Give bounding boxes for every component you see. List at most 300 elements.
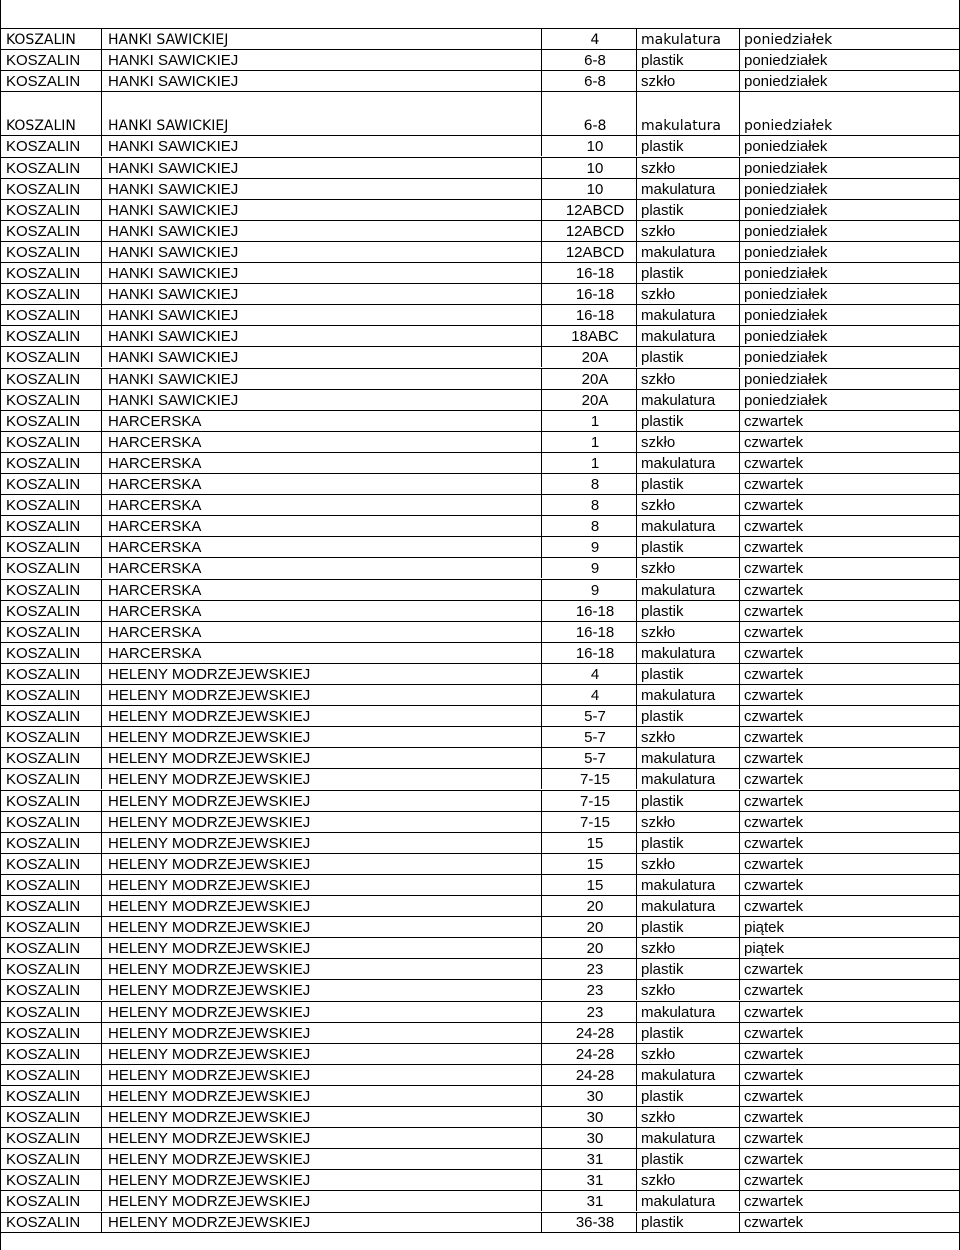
city-cell: KOSZALIN <box>1 432 102 452</box>
street-cell: HANKI SAWICKIEJ <box>102 158 542 178</box>
city-cell: KOSZALIN <box>1 305 102 325</box>
day-cell: poniedziałek <box>744 349 828 367</box>
day-cell: czwartek <box>744 623 804 641</box>
table-row <box>1 1190 959 1211</box>
table-row <box>1 178 959 199</box>
table-row <box>1 135 959 156</box>
street-cell: HANKI SAWICKIEJ <box>102 136 542 156</box>
day-cell: czwartek <box>744 665 804 683</box>
number-cell: 30 <box>542 1128 637 1148</box>
day-cell: poniedziałek <box>744 222 828 240</box>
table-row <box>1 241 959 262</box>
day-cell: poniedziałek <box>744 391 828 409</box>
street-cell: HANKI SAWICKIEJ <box>102 263 542 283</box>
city-cell: KOSZALIN <box>1 1149 102 1169</box>
waste-type-cell: szkło <box>637 158 740 178</box>
street-cell: HELENY MODRZEJEWSKIEJ <box>102 791 542 811</box>
city-cell: KOSZALIN <box>1 284 102 304</box>
waste-type-cell: makulatura <box>637 896 740 916</box>
table-row <box>1 262 959 283</box>
table-row <box>1 452 959 473</box>
city-cell: KOSZALIN <box>1 200 102 220</box>
number-cell: 23 <box>542 959 637 979</box>
number-cell: 4 <box>542 29 637 49</box>
table-row <box>1 979 959 1000</box>
waste-type-cell: szkło <box>637 495 740 515</box>
waste-type-cell: szkło <box>637 1170 740 1190</box>
street-cell: HANKI SAWICKIEJ <box>102 284 542 304</box>
street-cell: HARCERSKA <box>102 432 542 452</box>
day-cell: czwartek <box>744 433 804 451</box>
city-cell: KOSZALIN <box>1 495 102 515</box>
table-row <box>1 1106 959 1127</box>
city-cell: KOSZALIN <box>1 158 102 178</box>
waste-type-cell: plastik <box>637 347 740 367</box>
table-row <box>1 747 959 768</box>
number-cell: 1 <box>542 411 637 431</box>
city-cell: KOSZALIN <box>1 347 102 367</box>
street-cell: HELENY MODRZEJEWSKIEJ <box>102 1149 542 1169</box>
number-cell: 4 <box>542 685 637 705</box>
city-cell: KOSZALIN <box>1 748 102 768</box>
waste-type-cell: plastik <box>637 200 740 220</box>
number-cell: 16-18 <box>542 284 637 304</box>
table-row <box>1 790 959 811</box>
day-cell: czwartek <box>744 1151 804 1169</box>
waste-type-cell: szkło <box>637 221 740 241</box>
table-row <box>1 1212 959 1233</box>
street-cell: HELENY MODRZEJEWSKIEJ <box>102 1065 542 1085</box>
day-cell: czwartek <box>744 750 804 768</box>
number-cell: 8 <box>542 516 637 536</box>
street-cell: HELENY MODRZEJEWSKIEJ <box>102 1023 542 1043</box>
city-cell: KOSZALIN <box>1 411 102 431</box>
number-cell: 6-8 <box>542 92 637 135</box>
city-cell: KOSZALIN <box>1 706 102 726</box>
table-row <box>1 389 959 410</box>
city-cell: KOSZALIN <box>1 263 102 283</box>
number-cell: 16-18 <box>542 643 637 663</box>
number-cell: 15 <box>542 854 637 874</box>
waste-type-cell: plastik <box>637 1149 740 1169</box>
number-cell: 24-28 <box>542 1065 637 1085</box>
street-cell: HELENY MODRZEJEWSKIEJ <box>102 917 542 937</box>
number-cell: 9 <box>542 558 637 578</box>
waste-type-cell: szkło <box>637 71 740 91</box>
day-cell: poniedziałek <box>744 32 833 49</box>
day-cell: czwartek <box>744 834 804 852</box>
table-row <box>1 684 959 705</box>
table-row <box>1 220 959 241</box>
table-row <box>1 70 959 91</box>
day-cell: czwartek <box>744 581 804 599</box>
waste-type-cell: makulatura <box>637 29 740 49</box>
waste-type-cell: makulatura <box>637 643 740 663</box>
number-cell: 20 <box>542 896 637 916</box>
day-cell: czwartek <box>744 1024 804 1042</box>
number-cell: 18ABC <box>542 326 637 346</box>
number-cell: 4 <box>542 664 637 684</box>
day-cell: poniedziałek <box>744 118 833 135</box>
number-cell: 8 <box>542 474 637 494</box>
street-cell: HELENY MODRZEJEWSKIEJ <box>102 1191 542 1211</box>
street-cell: HELENY MODRZEJEWSKIEJ <box>102 1107 542 1127</box>
waste-type-cell: makulatura <box>637 242 740 262</box>
waste-type-cell: makulatura <box>637 1002 740 1022</box>
table-row <box>1 431 959 452</box>
city-cell: KOSZALIN <box>1 791 102 811</box>
table-row <box>1 283 959 304</box>
table-row <box>1 1064 959 1085</box>
table-row <box>1 663 959 684</box>
city-cell: KOSZALIN <box>1 664 102 684</box>
number-cell: 16-18 <box>542 305 637 325</box>
street-cell: HANKI SAWICKIEJ <box>102 29 542 49</box>
waste-type-cell: makulatura <box>637 92 740 135</box>
number-cell: 30 <box>542 1086 637 1106</box>
waste-type-cell: plastik <box>637 664 740 684</box>
table-row <box>1 515 959 536</box>
table-row <box>1 726 959 747</box>
waste-type-cell: makulatura <box>637 326 740 346</box>
number-cell: 1 <box>542 432 637 452</box>
city-cell: KOSZALIN <box>1 1002 102 1022</box>
city-cell: KOSZALIN <box>1 136 102 156</box>
number-cell: 16-18 <box>542 601 637 621</box>
street-cell: HELENY MODRZEJEWSKIEJ <box>102 875 542 895</box>
waste-type-cell: szkło <box>637 854 740 874</box>
table-row <box>1 768 959 789</box>
waste-type-cell: plastik <box>637 959 740 979</box>
number-cell: 1 <box>542 453 637 473</box>
number-cell: 23 <box>542 980 637 1000</box>
day-cell: czwartek <box>744 602 804 620</box>
waste-type-cell: makulatura <box>637 875 740 895</box>
city-cell: KOSZALIN <box>1 92 102 135</box>
number-cell: 31 <box>542 1170 637 1190</box>
day-cell: poniedziałek <box>744 286 828 304</box>
street-cell: HANKI SAWICKIEJ <box>102 242 542 262</box>
table-row <box>1 958 959 979</box>
day-cell: czwartek <box>744 1066 804 1084</box>
day-cell: poniedziałek <box>744 73 828 91</box>
city-cell: KOSZALIN <box>1 1213 102 1232</box>
number-cell: 20A <box>542 390 637 410</box>
table-row <box>1 49 959 70</box>
city-cell: KOSZALIN <box>1 854 102 874</box>
day-cell: czwartek <box>744 560 804 578</box>
table-row <box>1 557 959 578</box>
number-cell: 10 <box>542 136 637 156</box>
day-cell: poniedziałek <box>744 180 828 198</box>
table-row <box>1 895 959 916</box>
city-cell: KOSZALIN <box>1 896 102 916</box>
number-cell: 24-28 <box>542 1044 637 1064</box>
city-cell: KOSZALIN <box>1 1044 102 1064</box>
street-cell: HANKI SAWICKIEJ <box>102 50 542 70</box>
number-cell: 20A <box>542 369 637 389</box>
waste-type-cell: plastik <box>637 1086 740 1106</box>
waste-type-cell: makulatura <box>637 179 740 199</box>
city-cell: KOSZALIN <box>1 50 102 70</box>
day-cell: czwartek <box>744 497 804 515</box>
city-cell: KOSZALIN <box>1 326 102 346</box>
waste-type-cell: szkło <box>637 284 740 304</box>
street-cell: HELENY MODRZEJEWSKIEJ <box>102 1213 542 1232</box>
table-row <box>1 91 959 135</box>
waste-type-cell: szkło <box>637 622 740 642</box>
number-cell: 5-7 <box>542 748 637 768</box>
city-cell: KOSZALIN <box>1 537 102 557</box>
city-cell: KOSZALIN <box>1 980 102 1000</box>
number-cell: 7-15 <box>542 769 637 789</box>
day-cell: czwartek <box>744 982 804 1000</box>
waste-type-cell: plastik <box>637 791 740 811</box>
street-cell: HARCERSKA <box>102 558 542 578</box>
city-cell: KOSZALIN <box>1 643 102 663</box>
waste-type-cell: plastik <box>637 706 740 726</box>
number-cell: 6-8 <box>542 71 637 91</box>
street-cell: HARCERSKA <box>102 622 542 642</box>
number-cell: 16-18 <box>542 622 637 642</box>
street-cell: HANKI SAWICKIEJ <box>102 221 542 241</box>
city-cell: KOSZALIN <box>1 474 102 494</box>
waste-type-cell: makulatura <box>637 1128 740 1148</box>
waste-type-cell: szkło <box>637 727 740 747</box>
table-row <box>1 642 959 663</box>
street-cell: HANKI SAWICKIEJ <box>102 179 542 199</box>
number-cell: 7-15 <box>542 791 637 811</box>
street-cell: HANKI SAWICKIEJ <box>102 71 542 91</box>
number-cell: 9 <box>542 537 637 557</box>
waste-type-cell: makulatura <box>637 1191 740 1211</box>
number-cell: 20 <box>542 917 637 937</box>
table-row <box>1 937 959 958</box>
day-cell: czwartek <box>744 412 804 430</box>
table-row <box>1 1001 959 1022</box>
day-cell: czwartek <box>744 813 804 831</box>
city-cell: KOSZALIN <box>1 622 102 642</box>
table-row <box>1 1127 959 1148</box>
day-cell: poniedziałek <box>744 328 828 346</box>
street-cell: HELENY MODRZEJEWSKIEJ <box>102 1128 542 1148</box>
day-cell: czwartek <box>744 454 804 472</box>
day-cell: czwartek <box>744 1087 804 1105</box>
table-row <box>1 1169 959 1190</box>
table-row <box>1 473 959 494</box>
waste-type-cell: plastik <box>637 917 740 937</box>
day-cell: czwartek <box>744 1109 804 1127</box>
table-row <box>1 494 959 515</box>
waste-type-cell: plastik <box>637 601 740 621</box>
day-cell: czwartek <box>744 1172 804 1190</box>
city-cell: KOSZALIN <box>1 601 102 621</box>
number-cell: 15 <box>542 875 637 895</box>
table-row <box>1 536 959 557</box>
city-cell: KOSZALIN <box>1 769 102 789</box>
street-cell: HELENY MODRZEJEWSKIEJ <box>102 833 542 853</box>
day-cell: czwartek <box>744 1003 804 1021</box>
street-cell: HELENY MODRZEJEWSKIEJ <box>102 1170 542 1190</box>
city-cell: KOSZALIN <box>1 917 102 937</box>
street-cell: HELENY MODRZEJEWSKIEJ <box>102 959 542 979</box>
street-cell: HELENY MODRZEJEWSKIEJ <box>102 812 542 832</box>
street-cell: HELENY MODRZEJEWSKIEJ <box>102 1044 542 1064</box>
table-row <box>1 28 959 49</box>
day-cell: poniedziałek <box>744 159 828 177</box>
number-cell: 36-38 <box>542 1213 637 1232</box>
city-cell: KOSZALIN <box>1 938 102 958</box>
table-row <box>1 157 959 178</box>
city-cell: KOSZALIN <box>1 685 102 705</box>
waste-type-cell: plastik <box>637 537 740 557</box>
waste-type-cell: szkło <box>637 1107 740 1127</box>
number-cell: 23 <box>542 1002 637 1022</box>
city-cell: KOSZALIN <box>1 390 102 410</box>
number-cell: 7-15 <box>542 812 637 832</box>
waste-type-cell: plastik <box>637 50 740 70</box>
waste-type-cell: plastik <box>637 136 740 156</box>
waste-type-cell: szkło <box>637 369 740 389</box>
waste-type-cell: szkło <box>637 432 740 452</box>
table-row <box>1 304 959 325</box>
day-cell: poniedziałek <box>744 370 828 388</box>
street-cell: HELENY MODRZEJEWSKIEJ <box>102 1086 542 1106</box>
day-cell: czwartek <box>744 1130 804 1148</box>
city-cell: KOSZALIN <box>1 812 102 832</box>
street-cell: HARCERSKA <box>102 474 542 494</box>
day-cell: poniedziałek <box>744 138 828 156</box>
number-cell: 6-8 <box>542 50 637 70</box>
city-cell: KOSZALIN <box>1 580 102 600</box>
waste-type-cell: plastik <box>637 833 740 853</box>
street-cell: HELENY MODRZEJEWSKIEJ <box>102 664 542 684</box>
city-cell: KOSZALIN <box>1 179 102 199</box>
street-cell: HARCERSKA <box>102 453 542 473</box>
street-cell: HANKI SAWICKIEJ <box>102 369 542 389</box>
number-cell: 24-28 <box>542 1023 637 1043</box>
table-row <box>1 579 959 600</box>
city-cell: KOSZALIN <box>1 833 102 853</box>
number-cell: 5-7 <box>542 706 637 726</box>
street-cell: HARCERSKA <box>102 537 542 557</box>
day-cell: czwartek <box>744 771 804 789</box>
waste-type-cell: makulatura <box>637 580 740 600</box>
waste-type-cell: szkło <box>637 980 740 1000</box>
table-row <box>1 325 959 346</box>
waste-type-cell: makulatura <box>637 685 740 705</box>
street-cell: HELENY MODRZEJEWSKIEJ <box>102 727 542 747</box>
city-cell: KOSZALIN <box>1 29 102 49</box>
street-cell: HARCERSKA <box>102 580 542 600</box>
city-cell: KOSZALIN <box>1 1170 102 1190</box>
number-cell: 5-7 <box>542 727 637 747</box>
street-cell: HELENY MODRZEJEWSKIEJ <box>102 980 542 1000</box>
number-cell: 16-18 <box>542 263 637 283</box>
city-cell: KOSZALIN <box>1 1023 102 1043</box>
city-cell: KOSZALIN <box>1 242 102 262</box>
table-row <box>1 410 959 431</box>
city-cell: KOSZALIN <box>1 558 102 578</box>
waste-type-cell: makulatura <box>637 516 740 536</box>
waste-type-cell: plastik <box>637 1023 740 1043</box>
waste-type-cell: makulatura <box>637 453 740 473</box>
table-row <box>1 853 959 874</box>
street-cell: HELENY MODRZEJEWSKIEJ <box>102 854 542 874</box>
table-row <box>1 1085 959 1106</box>
day-cell: czwartek <box>744 1193 804 1211</box>
city-cell: KOSZALIN <box>1 1191 102 1211</box>
day-cell: poniedziałek <box>744 243 828 261</box>
street-cell: HANKI SAWICKIEJ <box>102 326 542 346</box>
waste-type-cell: makulatura <box>637 390 740 410</box>
street-cell: HELENY MODRZEJEWSKIEJ <box>102 896 542 916</box>
table-row <box>1 199 959 220</box>
day-cell: piątek <box>744 919 785 937</box>
street-cell: HANKI SAWICKIEJ <box>102 305 542 325</box>
number-cell: 20 <box>542 938 637 958</box>
street-cell: HARCERSKA <box>102 601 542 621</box>
waste-type-cell: szkło <box>637 812 740 832</box>
number-cell: 15 <box>542 833 637 853</box>
city-cell: KOSZALIN <box>1 1065 102 1085</box>
number-cell: 31 <box>542 1149 637 1169</box>
table-row <box>1 705 959 726</box>
table-row <box>1 1043 959 1064</box>
day-cell: czwartek <box>744 518 804 536</box>
table-row <box>1 916 959 937</box>
waste-type-cell: makulatura <box>637 748 740 768</box>
day-cell: czwartek <box>744 855 804 873</box>
day-cell: czwartek <box>744 898 804 916</box>
day-cell: czwartek <box>744 876 804 894</box>
city-cell: KOSZALIN <box>1 959 102 979</box>
waste-type-cell: plastik <box>637 474 740 494</box>
street-cell: HELENY MODRZEJEWSKIEJ <box>102 769 542 789</box>
number-cell: 30 <box>542 1107 637 1127</box>
street-cell: HARCERSKA <box>102 495 542 515</box>
day-cell: czwartek <box>744 476 804 494</box>
city-cell: KOSZALIN <box>1 1086 102 1106</box>
day-cell: czwartek <box>744 729 804 747</box>
number-cell: 12ABCD <box>542 242 637 262</box>
street-cell: HELENY MODRZEJEWSKIEJ <box>102 938 542 958</box>
number-cell: 10 <box>542 179 637 199</box>
number-cell: 8 <box>542 495 637 515</box>
day-cell: czwartek <box>744 1213 804 1231</box>
table-row <box>1 874 959 895</box>
waste-type-cell: szkło <box>637 558 740 578</box>
table-row <box>1 1148 959 1169</box>
city-cell: KOSZALIN <box>1 221 102 241</box>
number-cell: 10 <box>542 158 637 178</box>
street-cell: HARCERSKA <box>102 643 542 663</box>
day-cell: czwartek <box>744 539 804 557</box>
city-cell: KOSZALIN <box>1 1128 102 1148</box>
day-cell: poniedziałek <box>744 52 828 70</box>
number-cell: 9 <box>542 580 637 600</box>
waste-type-cell: makulatura <box>637 1065 740 1085</box>
day-cell: czwartek <box>744 792 804 810</box>
street-cell: HELENY MODRZEJEWSKIEJ <box>102 748 542 768</box>
waste-type-cell: plastik <box>637 263 740 283</box>
day-cell: czwartek <box>744 1045 804 1063</box>
city-cell: KOSZALIN <box>1 727 102 747</box>
street-cell: HELENY MODRZEJEWSKIEJ <box>102 1002 542 1022</box>
street-cell: HELENY MODRZEJEWSKIEJ <box>102 685 542 705</box>
number-cell: 31 <box>542 1191 637 1211</box>
number-cell: 12ABCD <box>542 221 637 241</box>
